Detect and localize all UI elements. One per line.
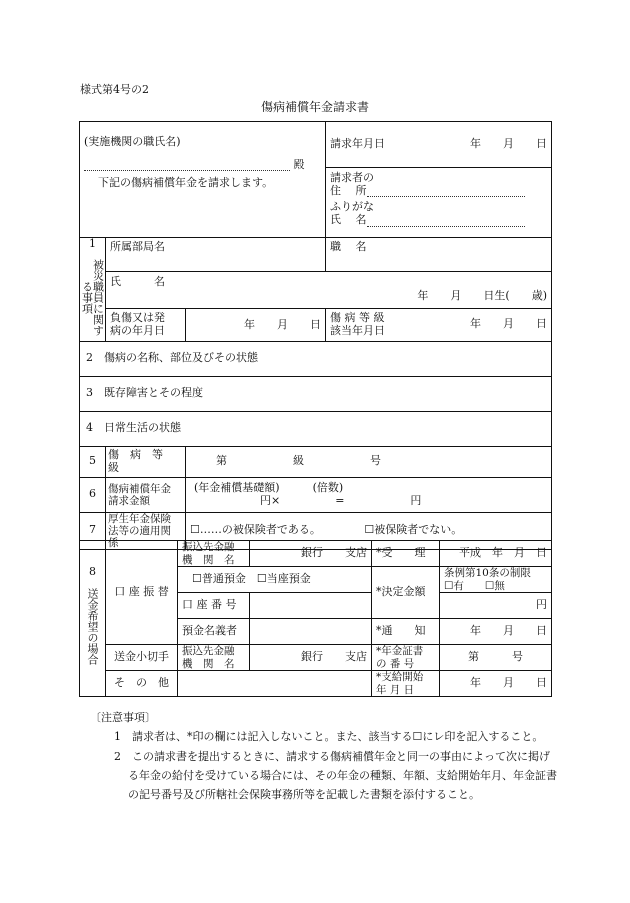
- injury-date-label: 負傷又は発 病の年月日: [106, 309, 186, 342]
- request-date-cell[interactable]: [326, 122, 552, 168]
- row5-number: 5: [80, 446, 106, 477]
- victim-name-label: 氏 名: [110, 274, 165, 288]
- row6-top: (年金補償基礎額) (倍数): [194, 481, 344, 494]
- page-title: 傷病補償年金請求書: [260, 100, 369, 114]
- check-label: 送金小切手: [106, 645, 178, 671]
- section1-side: [80, 238, 106, 342]
- row7-number: 7: [80, 512, 106, 549]
- claim-form-table: [79, 121, 552, 550]
- certificate-label: *年金証書 の 番 号: [372, 645, 440, 671]
- row6-number: 6: [80, 477, 106, 512]
- address-field[interactable]: [367, 196, 525, 197]
- grade-date-cell[interactable]: [326, 309, 552, 342]
- account-type[interactable]: ☐普通預金 ☐当座預金: [178, 567, 372, 593]
- claimant-name-label: 氏 名: [330, 212, 367, 226]
- form-number: 様式第4号の2: [80, 83, 149, 96]
- row7-label: 厚生年金保険法等の適用関係: [106, 512, 186, 549]
- notice-value[interactable]: 年 月 日: [440, 619, 552, 645]
- insured-option[interactable]: ☐……の被保険者である。: [190, 523, 321, 537]
- section1-side-label: 被災職員に関する事項: [80, 259, 105, 337]
- name-field[interactable]: [367, 226, 525, 227]
- agency-block: [80, 122, 326, 238]
- check-bank-label: 振込先金融 機 関 名: [178, 645, 250, 671]
- row6-value[interactable]: [186, 477, 552, 512]
- grade-date-label: 傷 病 等 級 該当年月日: [330, 311, 385, 337]
- furigana-label: ふりがな: [330, 200, 374, 214]
- account-holder-field[interactable]: [250, 619, 372, 645]
- certificate-value[interactable]: 第 号: [440, 645, 552, 671]
- post-cell[interactable]: [326, 238, 552, 272]
- received-value[interactable]: 平成 年 月 日: [440, 541, 552, 567]
- section1-number: 1: [89, 237, 96, 250]
- post-label: 職 名: [330, 240, 367, 253]
- request-date-fields: 年 月 日: [470, 137, 547, 151]
- claimant-label: 請求者の: [330, 171, 374, 184]
- section8-number: 8: [89, 565, 96, 579]
- request-text: 下記の傷病補償年金を請求します。: [98, 176, 274, 190]
- victim-name-cell[interactable]: [106, 271, 552, 309]
- transfer-label: 口 座 振 替: [106, 541, 178, 645]
- row5-label: 傷 病 等 級: [106, 446, 186, 477]
- claimant-cell[interactable]: [326, 168, 552, 238]
- decided-amount-label: *決定金額: [372, 567, 440, 619]
- note-1: 1 請求者は、*印の欄には記入しないこと。また、該当する☐にレ印を記入すること。: [114, 730, 544, 744]
- injury-date-fields[interactable]: 年 月 日: [186, 309, 326, 342]
- note-2: 2 この請求書を提出するときに、請求する傷病補償年金と同一の事由によって次に掲げる年金の給付を受けている場合には、その年金の種類、年額、支給開始年月、年金証書の記号番号及び所轄社会保険事務所等を記載した書類を添付すること。: [114, 749, 557, 801]
- other-label: そ の 他: [106, 671, 178, 697]
- row-existing-disability[interactable]: 3 既存障害とその程度: [80, 376, 552, 411]
- account-holder-label: 預金名義者: [178, 619, 250, 645]
- row6-bottom: 円× = 円: [260, 493, 422, 507]
- received-label: *受 理: [372, 541, 440, 567]
- row-injury-name[interactable]: 2 傷病の名称、部位及びその状態: [80, 341, 552, 376]
- dept-label: 所属部局名: [110, 240, 165, 253]
- payment-start-value[interactable]: 年 月 日: [440, 671, 552, 697]
- account-number-label: 口 座 番 号: [178, 593, 250, 619]
- row5-value[interactable]: 第 級 号: [186, 446, 552, 477]
- notes-heading: 〔注意事項〕: [90, 711, 156, 724]
- section8-side: [80, 541, 106, 697]
- birth-date-fields: 年 月 日生( 歳): [417, 289, 547, 303]
- remittance-table: [79, 540, 552, 697]
- yen-unit: 円: [440, 593, 552, 619]
- notes: [90, 708, 560, 804]
- account-number-field[interactable]: [250, 593, 372, 619]
- agency-field[interactable]: [84, 170, 290, 171]
- check-bank-value[interactable]: 銀行 支店: [250, 645, 372, 671]
- claimant-address-label: 住 所: [330, 183, 367, 197]
- other-field[interactable]: [178, 671, 372, 697]
- bank-label: 振込先金融 機 関 名: [178, 541, 250, 567]
- grade-date-fields: 年 月 日: [470, 317, 547, 331]
- section8-side-label: 送金希望の場合: [86, 588, 99, 666]
- decided-note[interactable]: 条例第10条の制限 ☐有 ☐無: [440, 567, 552, 593]
- request-date-label: 請求年月日: [330, 137, 385, 151]
- not-insured-option[interactable]: ☐被保険者でない。: [364, 523, 463, 537]
- row6-label: 傷病補償年金請求金額: [106, 477, 186, 512]
- agency-label: (実施機関の職氏名): [84, 135, 181, 148]
- dono-label: 殿: [293, 157, 305, 171]
- dept-cell[interactable]: [106, 238, 326, 272]
- bank-value[interactable]: 銀行 支店: [250, 541, 372, 567]
- payment-start-label: *支給開始 年 月 日: [372, 671, 440, 697]
- row-daily-life[interactable]: 4 日常生活の状態: [80, 411, 552, 446]
- notice-label: *通 知: [372, 619, 440, 645]
